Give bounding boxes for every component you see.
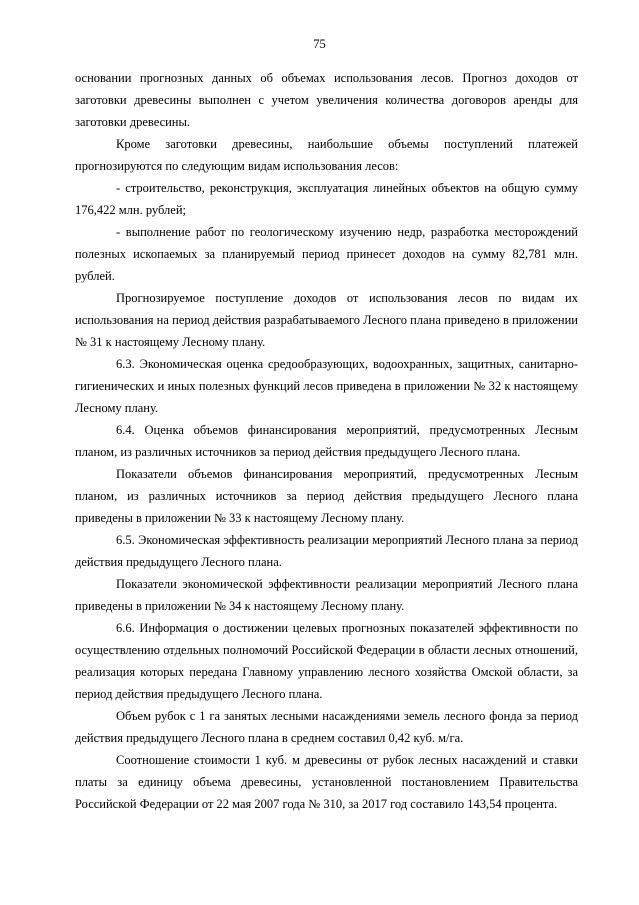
paragraph-section-6-4: 6.4. Оценка объемов финансирования мероприятий, предусмотренных Лесным планом, из различных источников за период действия предыдущего Лесного плана. [75, 423, 578, 459]
document-body [75, 67, 578, 815]
paragraph-payment-types: Кроме заготовки древесины, наибольшие объемы поступлений платежей прогнозируются по следующим видам использования лесов: [75, 137, 578, 173]
paragraph-felling-volume: Объем рубок с 1 га занятых лесными насаждениями земель лесного фонда за период действия предыдущего Лесного плана в среднем составил 0,42 куб. м/га. [75, 709, 578, 745]
paragraph-financing-indicators: Показатели объемов финансирования мероприятий, предусмотренных Лесным планом, из различных источников за период действия предыдущего Лесного плана приведены в приложении № 33 к настоящему Лесному плану. [75, 467, 578, 525]
paragraph-income-forecast: Прогнозируемое поступление доходов от использования лесов по видам их использования на период действия разрабатываемого Лесного плана приведено в приложении № 31 к настоящему Лесному плану. [75, 291, 578, 349]
paragraph-forecast-basis: основании прогнозных данных об объемах использования лесов. Прогноз доходов от заготовки древесины выполнен с учетом увеличения количества договоров аренды для заготовки древесины. [75, 71, 578, 129]
paragraph-section-6-6: 6.6. Информация о достижении целевых прогнозных показателей эффективности по осуществлению отдельных полномочий Российской Федерации в области лесных отношений, реализация которых передана Главному управлению лесного хозяйства Омской области, за период действия предыдущего Лесного плана. [75, 621, 578, 701]
page-number: 75 [313, 37, 326, 51]
paragraph-section-6-3: 6.3. Экономическая оценка средообразующих, водоохранных, защитных, санитарно-гигиенических и иных полезных функций лесов приведена в приложении № 32 к настоящему Лесному плану. [75, 357, 578, 415]
paragraph-linear-objects: - строительство, реконструкция, эксплуатация линейных объектов на общую сумму 176,422 млн. рублей; [75, 181, 578, 217]
paragraph-section-6-5: 6.5. Экономическая эффективность реализации мероприятий Лесного плана за период действия предыдущего Лесного плана. [75, 533, 578, 569]
paragraph-geology: - выполнение работ по геологическому изучению недр, разработка месторождений полезных ископаемых за планируемый период принесет доходов на сумму 82,781 млн. рублей. [75, 225, 578, 283]
paragraph-cost-ratio: Соотношение стоимости 1 куб. м древесины от рубок лесных насаждений и ставки платы за единицу объема древесины, установленной постановлением Правительства Российской Федерации от 22 мая 2007 года № 310, за 2017 год составило 143,54 процента. [75, 753, 578, 811]
paragraph-efficiency-indicators: Показатели экономической эффективности реализации мероприятий Лесного плана приведены в приложении № 34 к настоящему Лесному плану. [75, 577, 578, 613]
